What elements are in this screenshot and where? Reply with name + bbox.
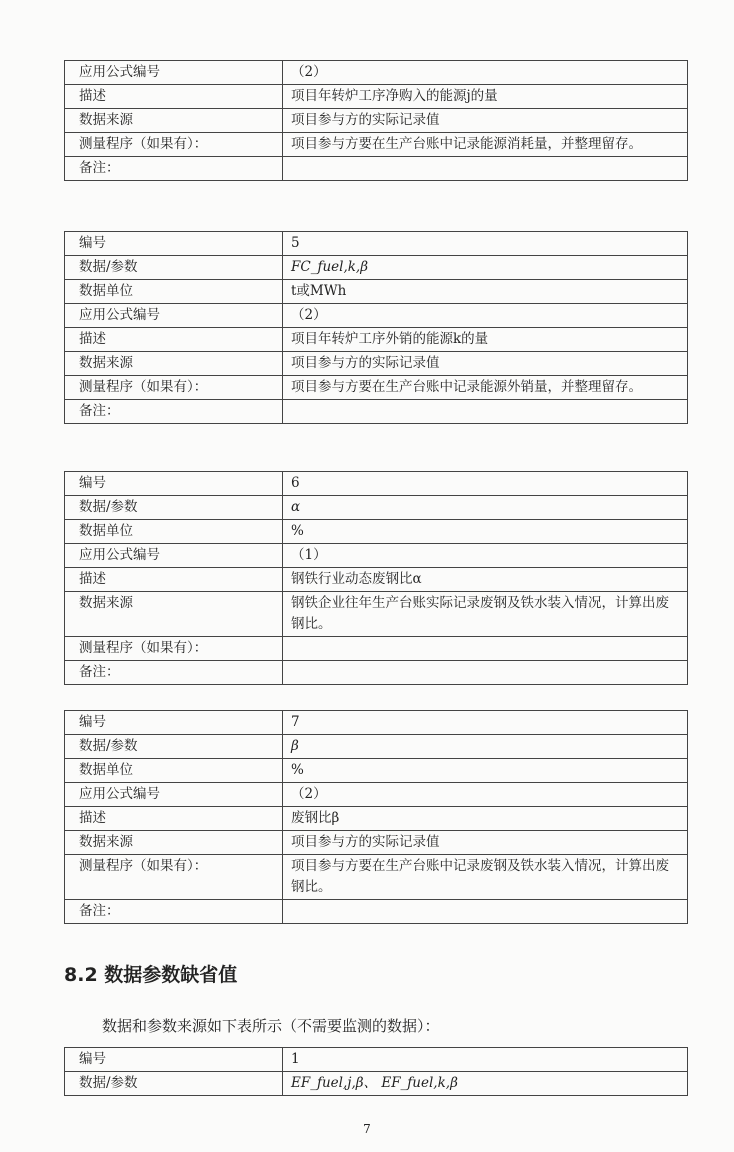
- row-value: 5: [283, 232, 688, 256]
- row-value: （1）: [283, 544, 688, 568]
- row-value: 项目年转炉工序净购入的能源j的量: [283, 85, 688, 109]
- table-row: [65, 328, 688, 352]
- table-row: [65, 472, 688, 496]
- table-row: [65, 637, 688, 661]
- row-value: 项目参与方的实际记录值: [283, 352, 688, 376]
- row-label: 数据单位: [65, 759, 283, 783]
- row-label: 编号: [65, 711, 283, 735]
- row-label: 测量程序（如果有）：: [65, 855, 283, 900]
- row-label: 数据单位: [65, 520, 283, 544]
- table-row: [65, 352, 688, 376]
- table-row: [65, 256, 688, 280]
- table-row: [65, 544, 688, 568]
- table-row: [65, 1048, 688, 1072]
- row-label: 备注：: [65, 157, 283, 181]
- row-value: %: [283, 759, 688, 783]
- row-value: 6: [283, 472, 688, 496]
- param-table-4-cont: [64, 60, 688, 181]
- row-value: 项目年转炉工序外销的能源k的量: [283, 328, 688, 352]
- row-value: [283, 900, 688, 924]
- table-row: [65, 807, 688, 831]
- row-value: 钢铁企业往年生产台账实际记录废钢及铁水装入情况，计算出废钢比。: [283, 592, 688, 637]
- row-value: 项目参与方的实际记录值: [283, 831, 688, 855]
- table-row: [65, 400, 688, 424]
- row-value: %: [283, 520, 688, 544]
- row-label: 应用公式编号: [65, 544, 283, 568]
- row-label: 数据来源: [65, 592, 283, 637]
- row-label: 测量程序（如果有）：: [65, 637, 283, 661]
- row-value: 1: [283, 1048, 688, 1072]
- table-row: [65, 855, 688, 900]
- table-row: [65, 376, 688, 400]
- row-label: 描述: [65, 568, 283, 592]
- table-row: [65, 759, 688, 783]
- page-number: 7: [363, 1122, 371, 1136]
- table-row: [65, 711, 688, 735]
- table-row: [65, 592, 688, 637]
- table-row: [65, 900, 688, 924]
- row-label: 备注：: [65, 661, 283, 685]
- row-value: EF_fuel,j,β、 EF_fuel,k,β: [283, 1072, 688, 1096]
- row-value: [283, 661, 688, 685]
- table-row: [65, 520, 688, 544]
- row-label: 编号: [65, 472, 283, 496]
- table-row: [65, 61, 688, 85]
- row-label: 数据/参数: [65, 735, 283, 759]
- intro-paragraph: 数据和参数来源如下表所示（不需要监测的数据）：: [102, 1017, 440, 1035]
- row-value: （2）: [283, 61, 688, 85]
- table-row: [65, 109, 688, 133]
- row-label: 备注：: [65, 400, 283, 424]
- row-label: 数据来源: [65, 831, 283, 855]
- row-label: 描述: [65, 328, 283, 352]
- row-label: 数据/参数: [65, 1072, 283, 1096]
- row-value: 废钢比β: [283, 807, 688, 831]
- table-row: [65, 568, 688, 592]
- table-row: [65, 304, 688, 328]
- section-heading: 8.2 数据参数缺省值: [64, 964, 238, 986]
- row-value: 项目参与方要在生产台账中记录能源消耗量，并整理留存。: [283, 133, 688, 157]
- row-value: 项目参与方要在生产台账中记录废钢及铁水装入情况，计算出废钢比。: [283, 855, 688, 900]
- row-value: β: [283, 735, 688, 759]
- row-value: t或MWh: [283, 280, 688, 304]
- row-value: [283, 637, 688, 661]
- table-row: [65, 232, 688, 256]
- default-values-table: [64, 1047, 688, 1096]
- row-label: 备注：: [65, 900, 283, 924]
- row-label: 测量程序（如果有）：: [65, 133, 283, 157]
- row-label: 数据/参数: [65, 496, 283, 520]
- row-value: 钢铁行业动态废钢比α: [283, 568, 688, 592]
- param-table-5: [64, 231, 688, 424]
- param-table-6: [64, 471, 688, 685]
- table-row: [65, 661, 688, 685]
- row-label: 编号: [65, 232, 283, 256]
- row-label: 数据来源: [65, 109, 283, 133]
- row-value: （2）: [283, 304, 688, 328]
- table-row: [65, 831, 688, 855]
- row-label: 应用公式编号: [65, 783, 283, 807]
- row-label: 应用公式编号: [65, 304, 283, 328]
- table-row: [65, 157, 688, 181]
- row-label: 应用公式编号: [65, 61, 283, 85]
- row-value: α: [283, 496, 688, 520]
- row-value: 7: [283, 711, 688, 735]
- row-label: 数据来源: [65, 352, 283, 376]
- row-value: 项目参与方的实际记录值: [283, 109, 688, 133]
- table-row: [65, 735, 688, 759]
- param-table-7: [64, 710, 688, 924]
- table-row: [65, 280, 688, 304]
- row-value: （2）: [283, 783, 688, 807]
- table-row: [65, 85, 688, 109]
- table-row: [65, 133, 688, 157]
- row-value: 项目参与方要在生产台账中记录能源外销量，并整理留存。: [283, 376, 688, 400]
- row-label: 编号: [65, 1048, 283, 1072]
- row-value: FC_fuel,k,β: [283, 256, 688, 280]
- row-value: [283, 157, 688, 181]
- table-row: [65, 783, 688, 807]
- row-label: 测量程序（如果有）：: [65, 376, 283, 400]
- row-label: 描述: [65, 807, 283, 831]
- row-label: 描述: [65, 85, 283, 109]
- row-label: 数据单位: [65, 280, 283, 304]
- row-label: 数据/参数: [65, 256, 283, 280]
- table-row: [65, 496, 688, 520]
- table-row: [65, 1072, 688, 1096]
- row-value: [283, 400, 688, 424]
